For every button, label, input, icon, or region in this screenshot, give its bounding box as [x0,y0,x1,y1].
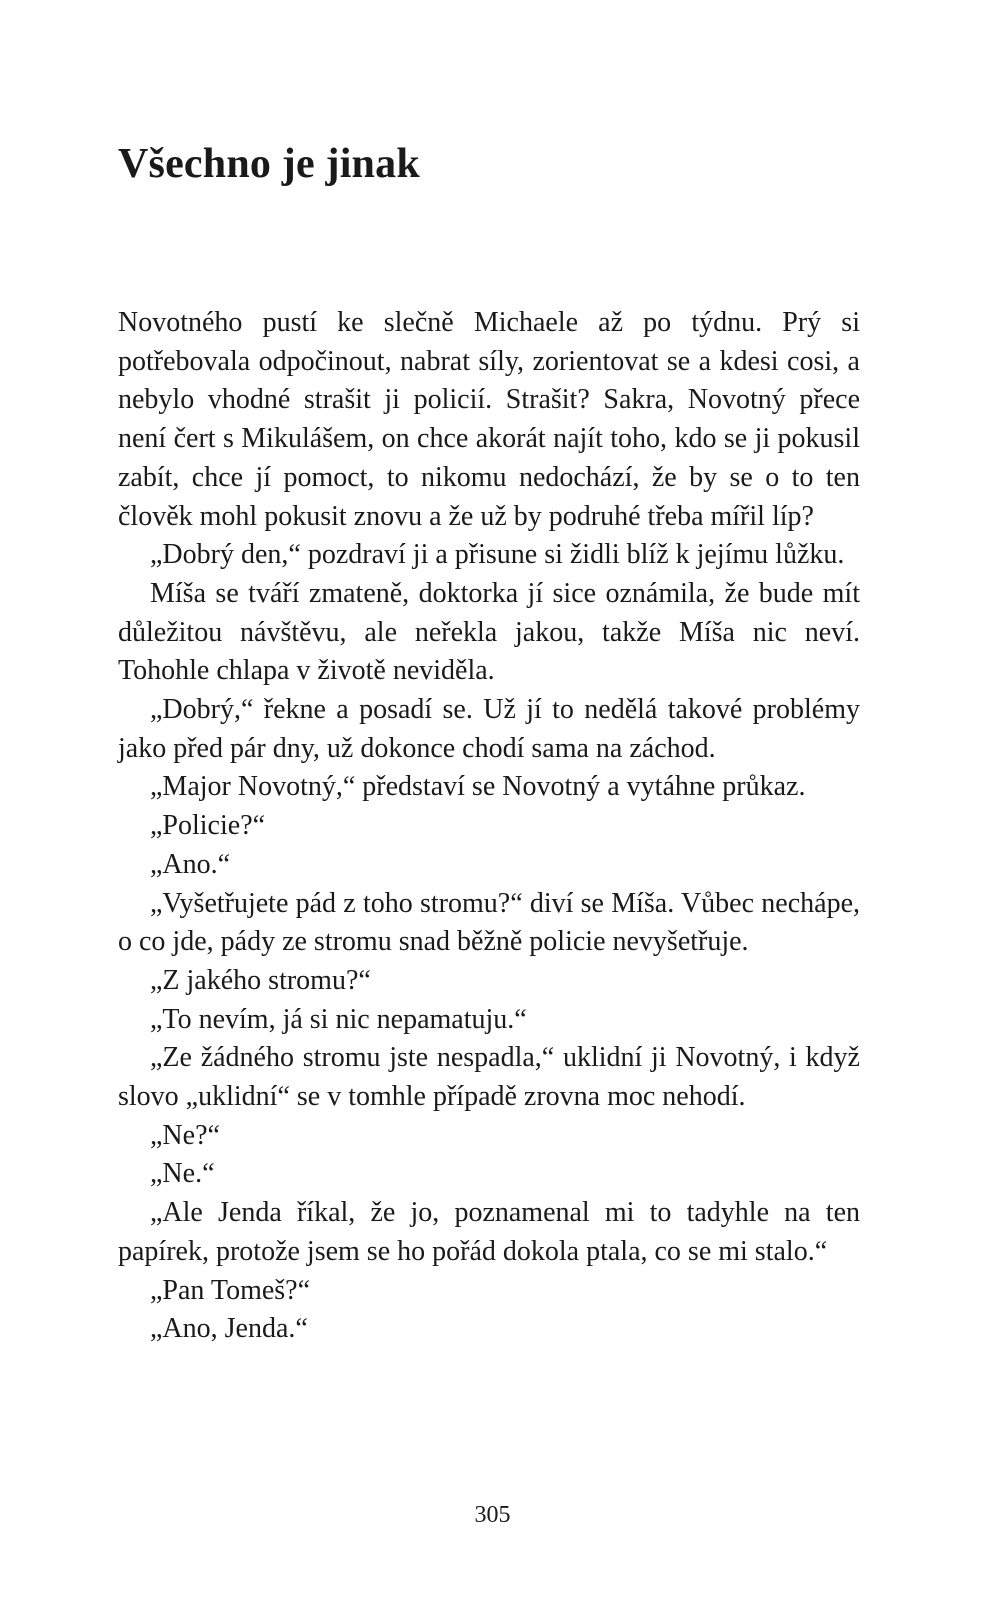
paragraph: „Ale Jenda říkal, že jo, poznamenal mi to tadyhle na ten papírek, protože jsem se ho pořád dokola ptala, co se mi stalo.“ [118,1197,860,1267]
paragraph: Míša se tváří zmateně, doktorka jí sice oznámila, že bude mít důležitou návštěvu, ale neřekla jakou, takže Míša nic neví. Tohohle chlapa v životě neviděla. [118,577,860,687]
paragraph: Novotného pustí ke slečně Michaele až po týdnu. Prý si potřebovala odpočinout, nabrat síly, zorientovat se a kdesi cosi, a nebylo vhodné strašit ji policií. Strašit? Sakra, Novotný přece není čert s Mikulášem, on chce akorát najít toho, kdo se ji pokusil zabít, chce jí pomoct, to nikomu nedochází, že by se o to ten člověk mohl pokusit znovu a že už by podruhé třeba mířil líp? [118,307,860,532]
paragraph: „Pan Tomeš?“ [150,1274,311,1306]
paragraph: „Ze žádného stromu jste nespadla,“ uklidní ji Novotný, i když slovo „uklidní“ se v tomhle případě zrovna moc nehodí. [118,1042,860,1113]
paragraph: „Ano.“ [150,848,231,880]
body-text [118,304,860,1349]
paragraph: „Ano, Jenda.“ [150,1313,308,1345]
paragraph: „Major Novotný,“ představí se Novotný a vytáhne průkaz. [150,771,806,803]
paragraph: „To nevím, já si nic nepamatuju.“ [150,1003,527,1035]
paragraph: „Ne?“ [150,1119,220,1151]
chapter-title: Všechno je jinak [118,141,420,187]
paragraph: „Dobrý,“ řekne a posadí se. Už jí to nedělá takové problémy jako před pár dny, už dokonce chodí sama na záchod. [118,694,860,764]
paragraph: „Ne.“ [150,1158,215,1190]
paragraph: „Z jakého stromu?“ [150,964,371,996]
paragraph: „Dobrý den,“ pozdraví ji a přisune si židli blíž k jejímu lůžku. [150,539,845,571]
page-number: 305 [474,1502,511,1528]
paragraph: „Vyšetřujete pád z toho stromu?“ diví se Míša. Vůbec nechápe, o co jde, pády ze stromu snad běžně policie nevyšetřuje. [118,887,860,958]
paragraph: „Policie?“ [150,810,266,842]
